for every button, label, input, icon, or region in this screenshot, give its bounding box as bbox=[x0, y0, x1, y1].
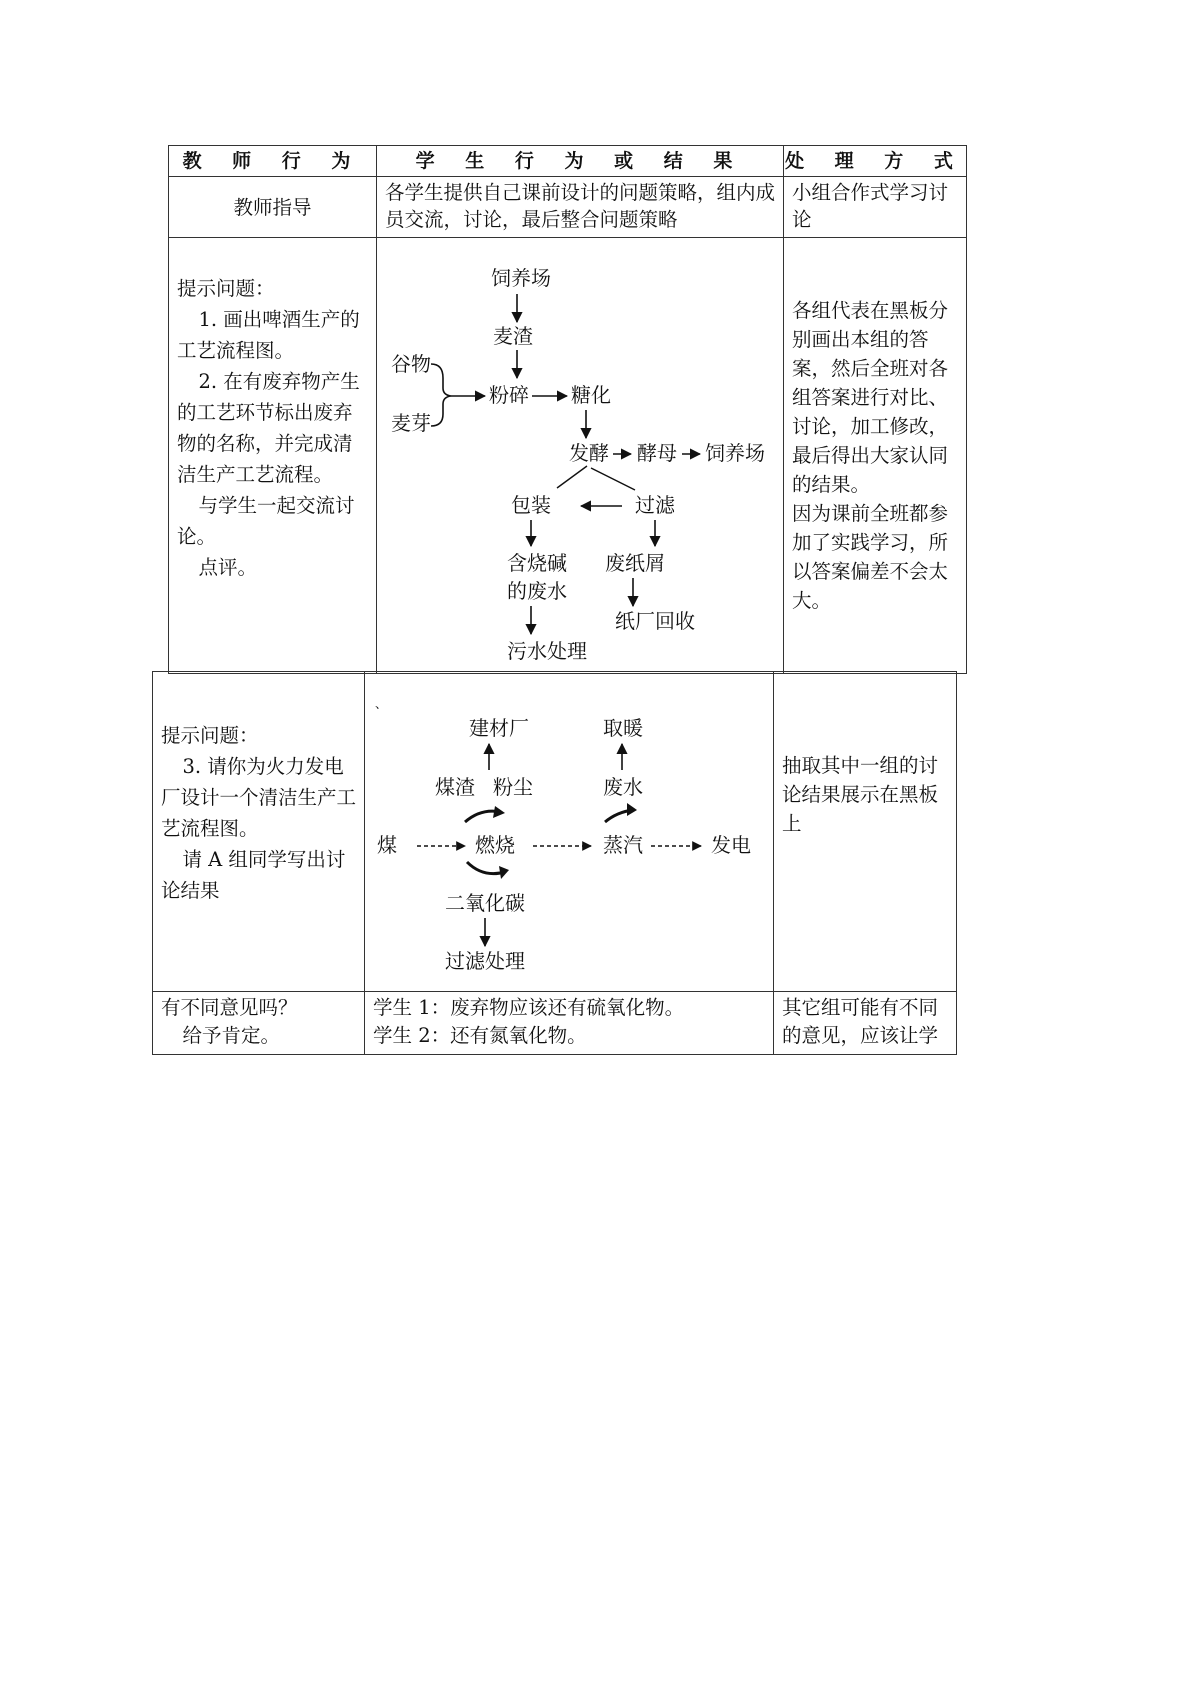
flow-branch bbox=[591, 468, 635, 490]
flow-node: 发酵 bbox=[569, 441, 609, 465]
prompt-label: 有不同意见吗？ bbox=[161, 996, 298, 1019]
beer-process-flowchart bbox=[377, 238, 784, 672]
prompt-item: 3. 请你为火力发电厂设计一个清洁生产工艺流程图。 bbox=[161, 754, 357, 840]
method-cell: 其它组可能有不同的意见，应该让学 bbox=[774, 992, 957, 1055]
flow-node: 废水 bbox=[603, 775, 643, 799]
power-flow-diagram-cell bbox=[365, 672, 774, 992]
table-header-row bbox=[169, 146, 967, 177]
flow-brace bbox=[431, 364, 451, 426]
teacher-cell bbox=[153, 672, 365, 992]
header-method: 处 理 方 式 bbox=[784, 146, 967, 177]
method-text: 各组代表在黑板分别画出本组的答案，然后全班对各组答案进行对比、讨论，加工修改，最后得出大家认同的结果。 bbox=[792, 299, 949, 496]
student-answer: 学生 2：还有氮氧化物。 bbox=[373, 1024, 587, 1047]
beer-flow-diagram-cell bbox=[377, 238, 784, 674]
flow-node: 二氧化碳 bbox=[445, 891, 525, 915]
flow-node: 纸厂回收 bbox=[615, 609, 695, 633]
flow-node: 过滤 bbox=[635, 493, 675, 517]
teacher-cell: 教师指导 bbox=[169, 177, 377, 238]
flow-node: 取暖 bbox=[603, 716, 643, 740]
lesson-table-2 bbox=[152, 671, 957, 1055]
flow-node: 酵母 bbox=[637, 441, 677, 465]
flow-node: 煤 bbox=[377, 833, 397, 857]
flow-node: 饲养场 bbox=[705, 441, 765, 465]
flow-node: 麦芽 bbox=[391, 411, 431, 435]
header-teacher: 教 师 行 为 bbox=[169, 146, 377, 177]
flow-branch bbox=[557, 466, 587, 488]
tick-mark: 、 bbox=[375, 697, 388, 711]
flow-node: 粉尘 bbox=[493, 775, 533, 799]
student-cell bbox=[365, 992, 774, 1055]
flow-node: 废纸屑 bbox=[605, 551, 665, 575]
prompt-item: 与学生一起交流讨论。 bbox=[177, 493, 355, 548]
student-answer: 学生 1：废弃物应该还有硫氧化物。 bbox=[373, 996, 685, 1019]
method-cell: 小组合作式学习讨论 bbox=[784, 177, 967, 238]
prompt-item: 1. 画出啤酒生产的工艺流程图。 bbox=[177, 307, 360, 362]
flow-node: 含烧碱 bbox=[507, 551, 567, 575]
prompt-label: 提示问题： bbox=[177, 276, 275, 300]
flow-node: 麦渣 bbox=[493, 324, 533, 348]
flow-node: 饲养场 bbox=[491, 266, 551, 290]
teacher-cell bbox=[153, 992, 365, 1055]
prompt-item: 给予肯定。 bbox=[182, 1024, 280, 1047]
table-row bbox=[169, 177, 967, 238]
power-plant-flowchart bbox=[365, 672, 774, 990]
flow-node: 谷物 bbox=[391, 352, 431, 376]
prompt-item: 请 A 组同学写出讨论结果 bbox=[161, 847, 346, 902]
header-student: 学 生 行 为 或 结 果 bbox=[377, 146, 784, 177]
flow-curve-arrow bbox=[499, 866, 509, 879]
flow-node: 的废水 bbox=[507, 579, 567, 603]
method-cell bbox=[784, 238, 967, 674]
method-text: 因为课前全班都参加了实践学习，所以答案偏差不会太大。 bbox=[792, 502, 949, 612]
flow-curve-arrow bbox=[493, 806, 505, 818]
prompt-item: 点评。 bbox=[198, 555, 257, 579]
flow-node: 过滤处理 bbox=[445, 949, 525, 973]
flow-node: 煤渣 bbox=[435, 775, 475, 799]
table-row bbox=[153, 992, 957, 1055]
flow-node: 污水处理 bbox=[507, 639, 587, 663]
flow-node: 粉碎 bbox=[489, 383, 529, 407]
flow-node: 建材厂 bbox=[469, 716, 529, 740]
flow-node: 包装 bbox=[511, 493, 551, 517]
table-row bbox=[169, 238, 967, 674]
method-cell bbox=[774, 672, 957, 992]
table-row bbox=[153, 672, 957, 992]
flow-node: 糖化 bbox=[571, 383, 611, 407]
prompt-label: 提示问题： bbox=[161, 723, 259, 747]
flow-node: 发电 bbox=[711, 833, 751, 857]
flow-node: 燃烧 bbox=[475, 833, 515, 857]
prompt-item: 2. 在有废弃物产生的工艺环节标出废弃物的名称，并完成清洁生产工艺流程。 bbox=[177, 369, 360, 486]
student-cell: 各学生提供自己课前设计的问题策略，组内成员交流，讨论，最后整合问题策略 bbox=[377, 177, 784, 238]
method-text: 抽取其中一组的讨论结果展示在黑板上 bbox=[782, 754, 939, 835]
flow-node: 蒸汽 bbox=[603, 833, 643, 857]
teacher-cell bbox=[169, 238, 377, 674]
lesson-table-1 bbox=[168, 145, 967, 674]
flow-curve-arrow bbox=[627, 803, 637, 816]
